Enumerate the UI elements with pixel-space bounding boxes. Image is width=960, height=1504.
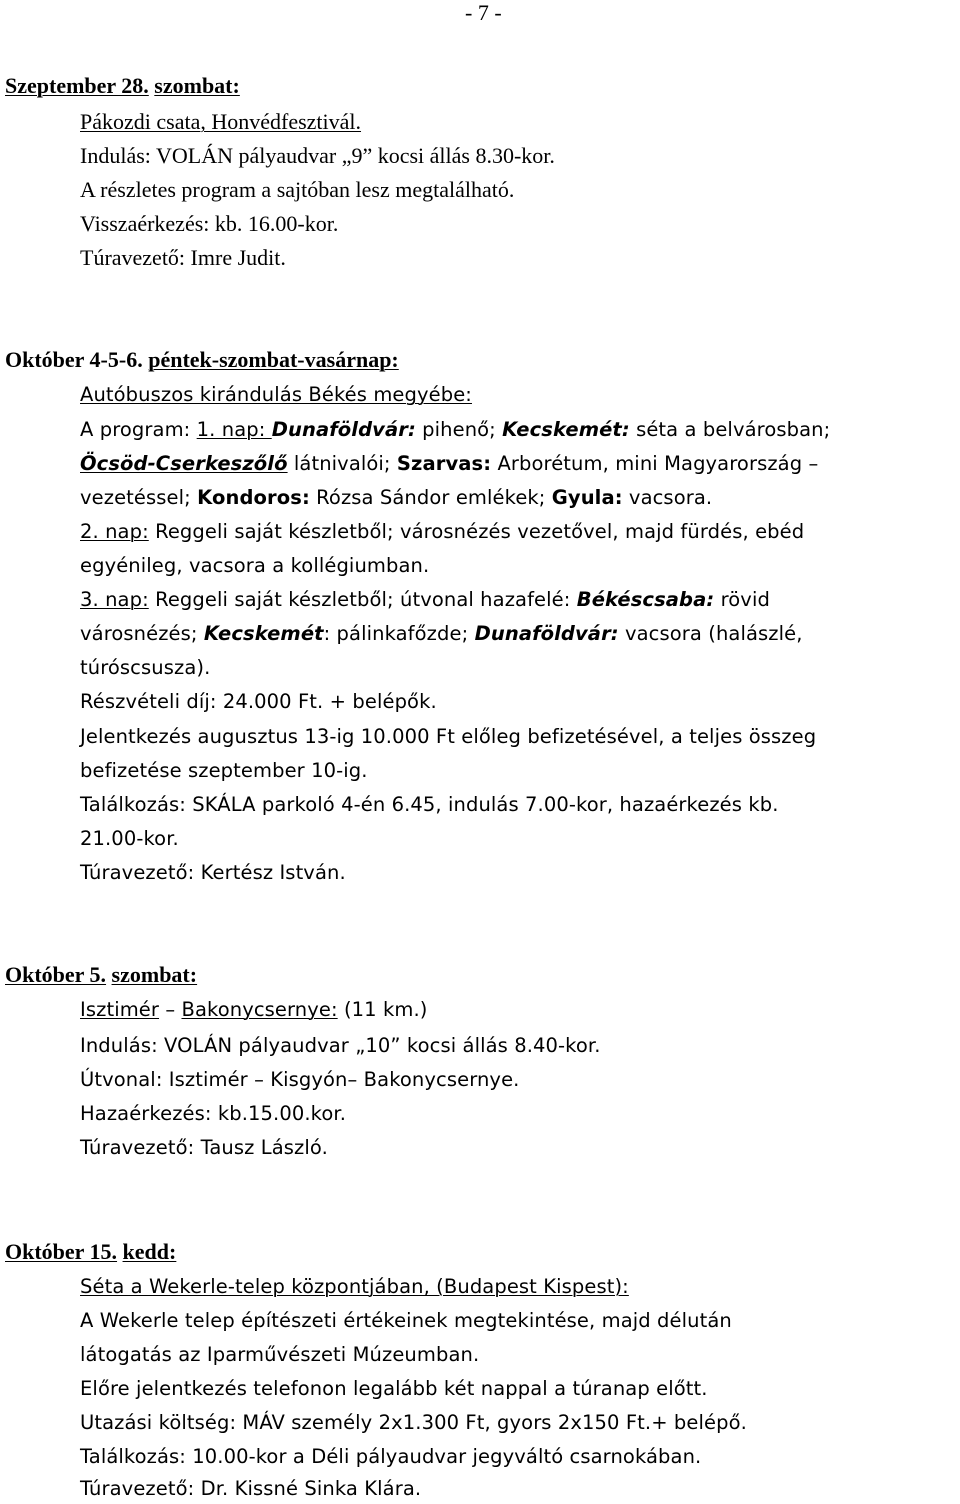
event-heading [5,345,399,375]
place-name: Szarvas: [396,452,492,475]
event-heading [5,960,197,990]
program-day-3-line-2: városnézés; Kecskemét: pálinkafőzde; Dunaföldvár: vacsora (halászlé, [80,622,803,645]
event-line: Találkozás: SKÁLA parkoló 4-én 6.45, indulás 7.00-kor, hazaérkezés kb. [80,793,779,816]
day-label: 1. nap: [196,418,272,441]
event-title: Autóbuszos kirándulás Békés megyébe: [80,383,472,406]
day-label: 3. nap: [80,588,149,611]
event-title: Séta a Wekerle-telep központjában, (Budapest Kispest): [80,1275,629,1298]
event-fee: Részvételi díj: 24.000 Ft. + belépők. [80,690,437,713]
place-name: Kecskemét [203,622,324,645]
place-name: Gyula: [551,486,623,509]
event-guide: Túravezető: Kertész István. [80,861,346,884]
place-name: Kondoros: [197,486,310,509]
event-line: Előre jelentkezés telefonon legalább két nappal a túranap előtt. [80,1377,708,1400]
program-day-3-line-3: túróscsusza). [80,656,211,679]
program-day-2-line-1: 2. nap: Reggeli saját készletből; városnézés vezetővel, majd fürdés, ebéd [80,520,805,543]
event-line: Hazaérkezés: kb.15.00.kor. [80,1102,347,1125]
place-name: Kecskemét: [502,418,630,441]
event-heading [5,71,240,101]
program-day-3-line-1: 3. nap: Reggeli saját készletből; útvonal hazafelé: Békéscsaba: rövid [80,588,770,611]
event-line: Találkozás: 10.00-kor a Déli pályaudvar jegyváltó csarnokában. [80,1445,702,1468]
event-guide: Túravezető: Dr. Kissné Sinka Klára. [80,1477,422,1500]
event-line: Indulás: VOLÁN pályaudvar „9” kocsi állás 8.30-kor. [80,143,555,168]
event-line: 21.00-kor. [80,827,179,850]
event-line: Jelentkezés augusztus 13-ig 10.000 Ft előleg befizetésével, a teljes összeg [80,725,817,748]
program-day-1-line-1: A program: 1. nap: Dunaföldvár: pihenő; Kecskemét: séta a belvárosban; [80,418,831,441]
place-name: Öcsöd-Cserkeszőlő [80,452,288,475]
event-line: Indulás: VOLÁN pályaudvar „10” kocsi állás 8.40-kor. [80,1034,601,1057]
event-day: szombat: [111,962,198,987]
event-day: szombat: [154,73,240,98]
program-day-2-line-2: egyénileg, vacsora a kollégiumban. [80,554,430,577]
program-day-1-line-3: vezetéssel; Kondoros: Rózsa Sándor emlékek; Gyula: vacsora. [80,486,713,509]
event-line: Visszaérkezés: kb. 16.00-kor. [80,211,339,236]
event-guide: Túravezető: Imre Judit. [80,245,286,270]
event-day: péntek-szombat-vasárnap: [148,347,399,372]
event-guide: Túravezető: Tausz László. [80,1136,328,1159]
event-title: Pákozdi csata, Honvédfesztivál. [80,109,362,134]
page-number: - 7 - [465,0,502,25]
day-label: 2. nap: [80,520,149,543]
event-date: Szeptember 28. [5,73,149,98]
event-line: látogatás az Iparművészeti Múzeumban. [80,1343,480,1366]
event-line: befizetése szeptember 10-ig. [80,759,368,782]
program-day-1-line-2: Öcsöd-Cserkeszőlő látnivalói; Szarvas: Arborétum, mini Magyarország – [80,452,819,475]
event-date: Október 5. [5,962,107,987]
event-line: A részletes program a sajtóban lesz megtalálható. [80,177,515,202]
event-line: Utazási költség: MÁV személy 2x1.300 Ft, gyors 2x150 Ft.+ belépő. [80,1411,747,1434]
event-date: Október 15. [5,1239,118,1264]
event-heading [5,1237,176,1267]
event-title: Isztimér – Bakonycsernye: (11 km.) [80,998,428,1021]
place-name: Békéscsaba: [576,588,715,611]
event-line: A Wekerle telep építészeti értékeinek megtekintése, majd délután [80,1309,732,1332]
place-name: Dunaföldvár: [474,622,619,645]
place-name: Dunaföldvár: [271,418,416,441]
event-date: Október 4-5-6. [5,347,143,372]
event-day: kedd: [122,1239,177,1264]
event-line: Útvonal: Isztimér – Kisgyón– Bakonycsernye. [80,1068,520,1091]
